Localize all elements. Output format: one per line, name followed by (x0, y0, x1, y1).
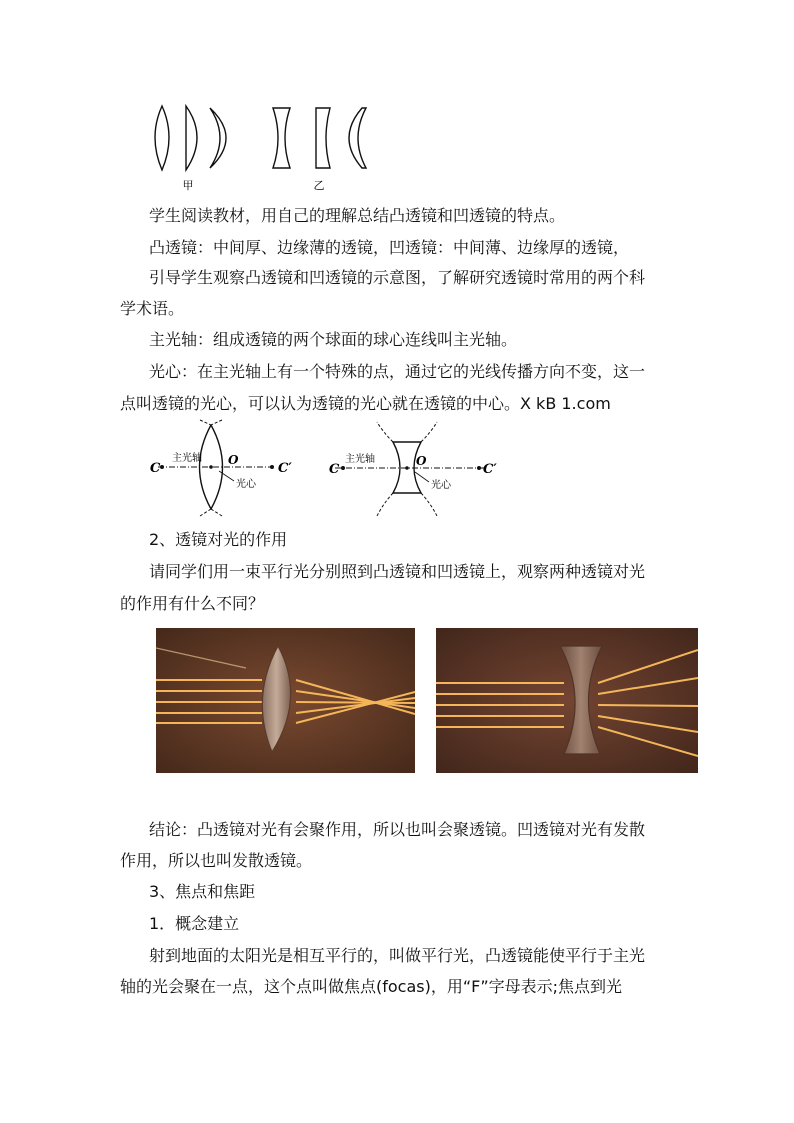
center-point-c-prime (477, 466, 481, 470)
label-c: C (329, 462, 340, 477)
concave-group-label: 乙 (313, 179, 325, 192)
paragraph-7-line-1: 结论：凸透镜对光有会聚作用，所以也叫会聚透镜。凹透镜对光有发散 (149, 820, 646, 839)
paragraph-2: 凸透镜：中间厚、边缘薄的透镜，凹透镜：中间薄、边缘厚的透镜， (149, 238, 630, 257)
plano-convex-lens (186, 106, 197, 170)
section-heading-3: 3、焦点和焦距 (149, 882, 256, 901)
concave-axis-diagram (325, 420, 505, 520)
paragraph-5-line-1: 光心：在主光轴上有一个特殊的点，通过它的光线传播方向不变，这一 (149, 362, 646, 381)
center-point-c-prime (270, 465, 274, 469)
paragraph-8-line-2: 轴的光会聚在一点，这个点叫做焦点(focas)，用“F”字母表示;焦点到光 (120, 977, 623, 996)
center-point-c (160, 465, 164, 469)
optical-center-point (405, 466, 409, 470)
optical-center-point (209, 465, 213, 469)
label-center: 光心 (236, 479, 256, 490)
center-point-c (341, 466, 345, 470)
subheading-3-1: 1．概念建立 (149, 914, 240, 933)
biconvex-lens (155, 106, 169, 170)
label-axis: 主光轴 (172, 453, 202, 464)
label-c-prime: C′ (483, 462, 497, 477)
paragraph-3-line-2: 学术语。 (120, 299, 185, 318)
paragraph-3-line-1: 引导学生观察凸透镜和凹透镜的示意图，了解研究透镜时常用的两个科 (149, 268, 646, 287)
paragraph-6-line-1: 请同学们用一束平行光分别照到凸透镜和凹透镜上，观察两种透镜对光 (149, 562, 646, 581)
paragraph-4: 主光轴：组成透镜的两个球面的球心连线叫主光轴。 (149, 330, 518, 349)
concave-lens-photo (436, 628, 698, 773)
label-center: 光心 (431, 480, 451, 491)
convex-group-label: 甲 (182, 179, 194, 192)
biconcave-lens (273, 108, 290, 168)
label-o: O (228, 453, 239, 467)
meniscus-concave-lens (349, 108, 366, 168)
paragraph-8-line-1: 射到地面的太阳光是相互平行的，叫做平行光，凸透镜能使平行于主光 (149, 946, 646, 965)
paragraph-1: 学生阅读教材，用自己的理解总结凸透镜和凹透镜的特点。 (149, 206, 566, 225)
label-c-prime: C′ (278, 461, 292, 476)
label-o: O (416, 454, 427, 468)
section-heading-2: 2、透镜对光的作用 (149, 530, 288, 549)
paragraph-7-line-2: 作用，所以也叫发散透镜。 (120, 851, 313, 870)
label-c: C (150, 461, 161, 476)
convex-axis-diagram (148, 420, 298, 520)
convex-lens-photo (156, 628, 415, 773)
plano-concave-lens (316, 108, 330, 168)
label-axis: 主光轴 (345, 454, 375, 465)
meniscus-convex-lens (210, 108, 226, 168)
paragraph-6-line-2: 的作用有什么不同？ (120, 594, 265, 613)
lens-types-diagram (140, 100, 380, 195)
paragraph-5-line-2: 点叫透镜的光心，可以认为透镜的光心就在透镜的中心。X kB 1.com (120, 394, 611, 413)
